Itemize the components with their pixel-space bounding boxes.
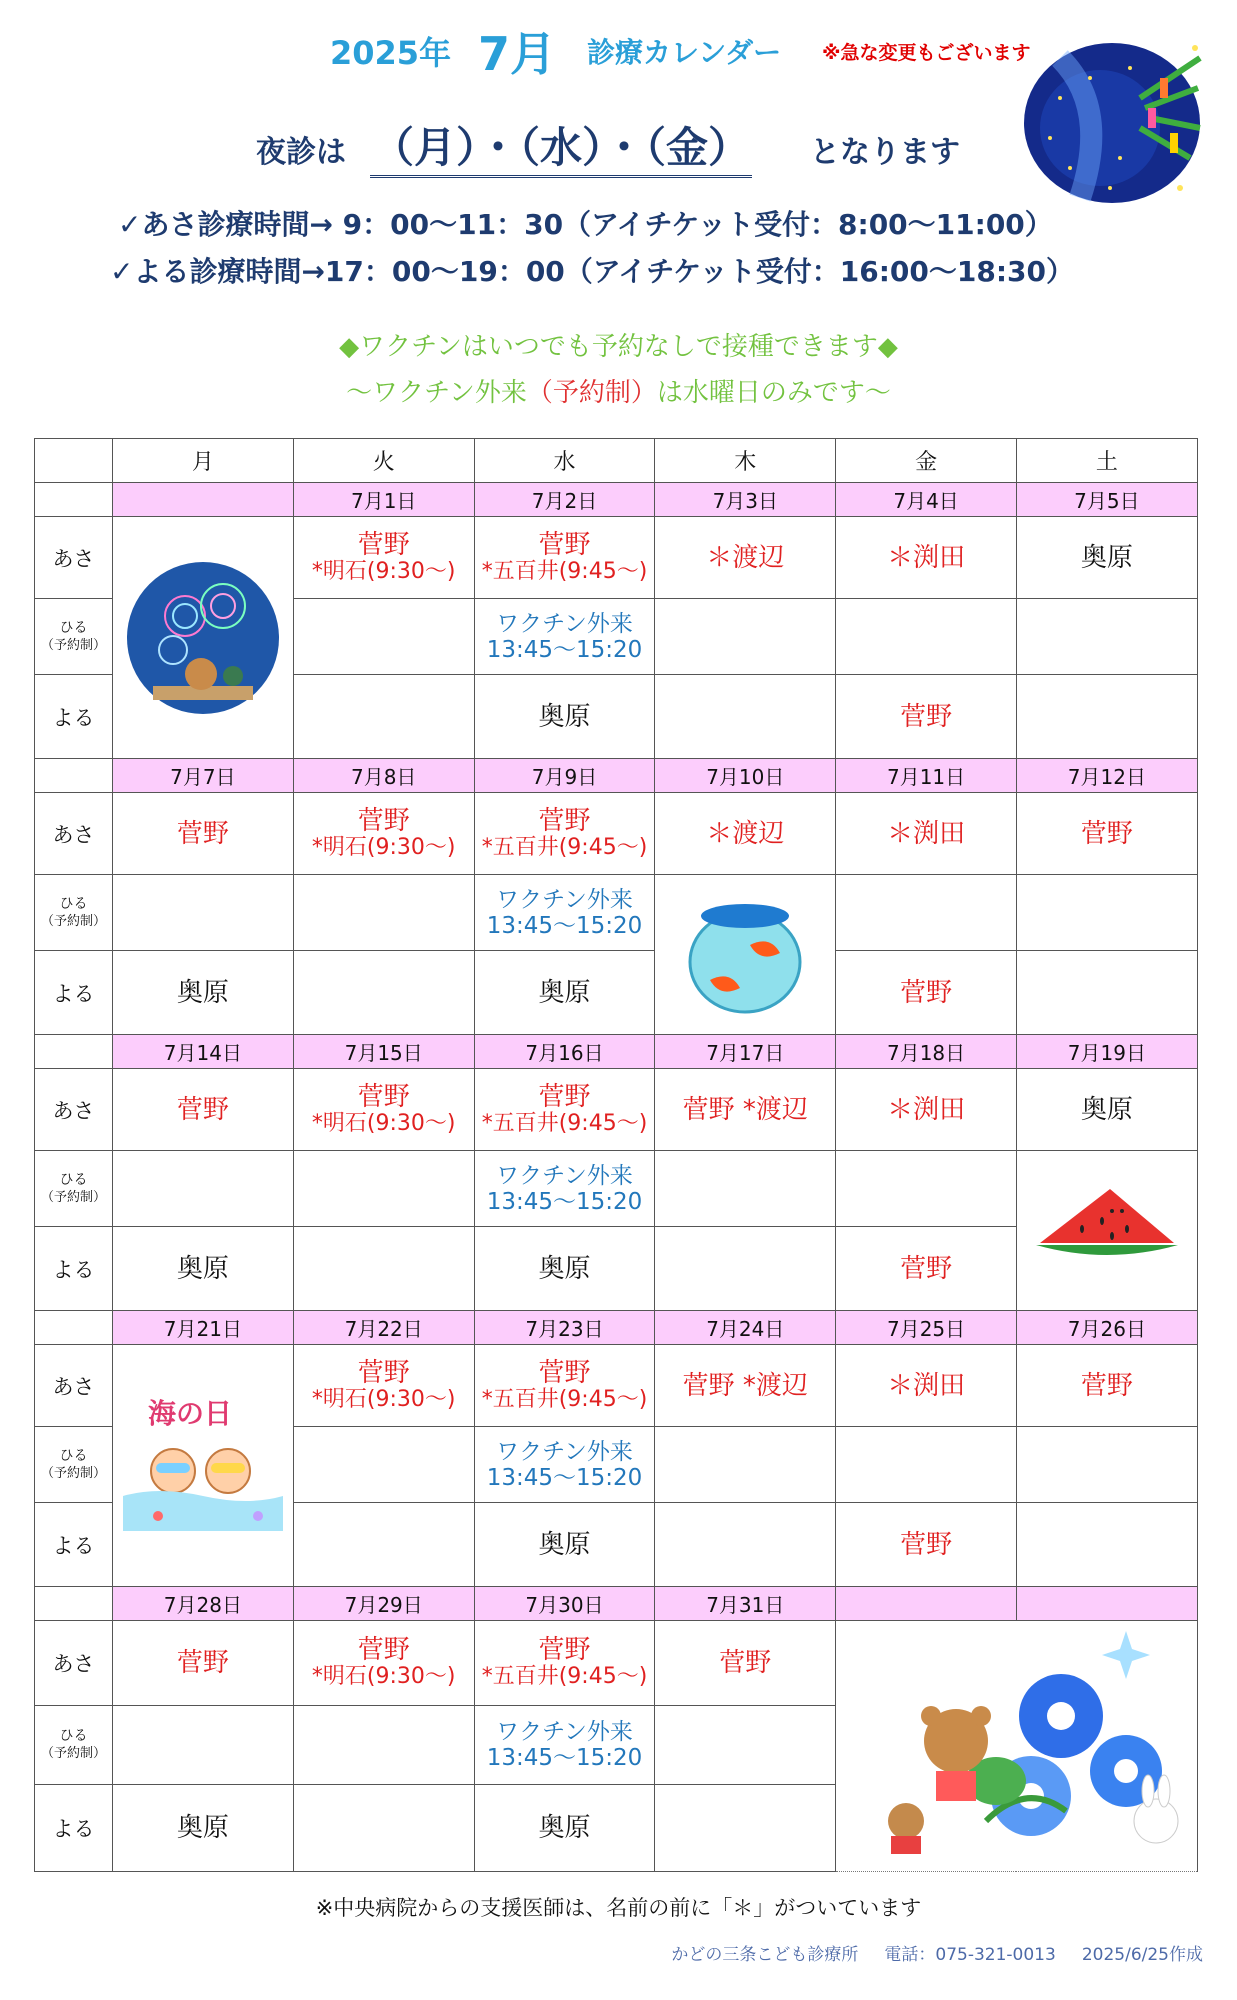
support-doctor: *明石(9:30～) bbox=[311, 1664, 456, 1690]
footer-note: ※中央病院からの支援医師は、名前の前に「＊」がついています bbox=[315, 1896, 922, 1920]
doctor-name: 奥原 bbox=[538, 977, 591, 1008]
schedule-cell bbox=[293, 599, 474, 675]
doctor-name: 菅野 *渡辺 bbox=[682, 1094, 808, 1125]
schedule-cell bbox=[1016, 599, 1197, 675]
date-row bbox=[35, 1311, 1198, 1345]
vaccine-clinic-time: 13:45～15:20 bbox=[486, 912, 643, 939]
vaccine-outpatient-note: ～ワクチン外来（予約制）は水曜日のみです～ bbox=[346, 378, 891, 408]
asa-label: あさ bbox=[35, 1345, 113, 1427]
date-cell: 7月23日 bbox=[474, 1311, 655, 1345]
schedule-cell bbox=[293, 1706, 474, 1785]
schedule-cell bbox=[655, 1706, 836, 1785]
doctor-name: 菅野 bbox=[900, 1529, 953, 1560]
schedule-cell bbox=[474, 1784, 655, 1871]
date-row bbox=[35, 1035, 1198, 1069]
doctor-name: 奥原 bbox=[538, 1253, 591, 1284]
morning-hours: ✓あさ診療時間→ 9：00～11：30（アイチケット受付：8:00～11:00） bbox=[118, 208, 1053, 241]
schedule-cell bbox=[474, 1151, 655, 1227]
yoru-label: よる bbox=[35, 951, 113, 1035]
support-doctor: *五百井(9:45～) bbox=[481, 834, 648, 860]
schedule-cell bbox=[1016, 1069, 1197, 1151]
schedule-cell bbox=[293, 1345, 474, 1427]
doctor-name: 奥原 bbox=[176, 977, 229, 1008]
date-cell: 7月14日 bbox=[113, 1035, 294, 1069]
vaccine-clinic-label: ワクチン外来 bbox=[496, 1718, 633, 1745]
schedule-cell bbox=[474, 875, 655, 951]
asa-row bbox=[35, 517, 1198, 599]
date-cell: 7月11日 bbox=[836, 759, 1017, 793]
date-cell: 7月21日 bbox=[113, 1311, 294, 1345]
schedule-cell bbox=[836, 1345, 1017, 1427]
date-cell: 7月18日 bbox=[836, 1035, 1017, 1069]
date-cell: 7月12日 bbox=[1016, 759, 1197, 793]
schedule-cell bbox=[655, 1151, 836, 1227]
schedule-cell bbox=[1016, 1427, 1197, 1503]
doctor-name: ＊渕田 bbox=[887, 1370, 966, 1401]
schedule-table bbox=[34, 438, 1198, 1872]
yoru-row bbox=[35, 951, 1198, 1035]
schedule-cell bbox=[113, 1069, 294, 1151]
date-cell: 7月22日 bbox=[293, 1311, 474, 1345]
vaccine-clinic-time: 13:45～15:20 bbox=[486, 1188, 643, 1215]
date-cell: 7月25日 bbox=[836, 1311, 1017, 1345]
doctor-name: 菅野 bbox=[357, 1357, 410, 1388]
doctor-name: 菅野 bbox=[176, 1094, 229, 1125]
support-doctor: *明石(9:30～) bbox=[311, 834, 456, 860]
yoru-label: よる bbox=[35, 1227, 113, 1311]
schedule-cell bbox=[293, 675, 474, 759]
night-pre: 夜診は bbox=[256, 135, 346, 170]
schedule-cell bbox=[655, 1503, 836, 1587]
vaccine-clinic-time: 13:45～15:20 bbox=[486, 1464, 643, 1491]
schedule-cell bbox=[1016, 951, 1197, 1035]
hiru-label: ひる （予約制） bbox=[35, 1706, 113, 1785]
schedule-cell bbox=[474, 1345, 655, 1427]
schedule-cell bbox=[655, 1345, 836, 1427]
schedule-cell bbox=[113, 1227, 294, 1311]
asa-row bbox=[35, 1621, 1198, 1706]
date-cell: 7月30日 bbox=[474, 1587, 655, 1621]
doctor-name: 奥原 bbox=[176, 1812, 229, 1843]
vaccine-clinic-label: ワクチン外来 bbox=[496, 1438, 633, 1465]
doctor-name: 菅野 bbox=[538, 529, 591, 560]
schedule-cell bbox=[474, 1069, 655, 1151]
clinic-phone: 電話：075-321-0013 bbox=[884, 1945, 1056, 1965]
hiru-label: ひる （予約制） bbox=[35, 1427, 113, 1503]
support-doctor: *五百井(9:45～) bbox=[481, 1110, 648, 1136]
schedule-cell bbox=[293, 1151, 474, 1227]
support-doctor: *五百井(9:45～) bbox=[481, 1386, 648, 1412]
morning-glory-animals-icon bbox=[836, 1621, 1198, 1872]
weekday-wed: 水 bbox=[474, 439, 655, 483]
doctor-name: 菅野 bbox=[357, 529, 410, 560]
night-post: となります bbox=[810, 135, 960, 170]
weekday-mon: 月 bbox=[113, 439, 294, 483]
doctor-name: 菅野 bbox=[900, 1253, 953, 1284]
date-cell: 7月1日 bbox=[293, 483, 474, 517]
schedule-cell bbox=[655, 675, 836, 759]
schedule-cell bbox=[474, 599, 655, 675]
date-cell: 7月16日 bbox=[474, 1035, 655, 1069]
hiru-row bbox=[35, 1151, 1198, 1227]
schedule-cell bbox=[474, 1706, 655, 1785]
schedule-cell bbox=[113, 1706, 294, 1785]
schedule-cell bbox=[1016, 793, 1197, 875]
header-year: 2025年 bbox=[330, 34, 452, 72]
doctor-name: 菅野 bbox=[538, 1357, 591, 1388]
schedule-cell bbox=[836, 875, 1017, 951]
weekday-header-row bbox=[35, 439, 1198, 483]
schedule-cell bbox=[293, 517, 474, 599]
support-doctor: *五百井(9:45～) bbox=[481, 1664, 648, 1690]
asa-label: あさ bbox=[35, 1621, 113, 1706]
doctor-name: 奥原 bbox=[1080, 542, 1133, 573]
schedule-cell bbox=[836, 675, 1017, 759]
night-days: （月）・（水）・（金） bbox=[370, 115, 752, 178]
vaccine-note: ◆ワクチンはいつでも予約なしで接種できます◆ bbox=[339, 332, 898, 362]
schedule-cell bbox=[293, 951, 474, 1035]
date-cell: 7月17日 bbox=[655, 1035, 836, 1069]
support-doctor: *明石(9:30～) bbox=[311, 1386, 456, 1412]
schedule-cell bbox=[293, 1069, 474, 1151]
schedule-cell bbox=[293, 1621, 474, 1706]
weekday-fri: 金 bbox=[836, 439, 1017, 483]
weekday-thu: 木 bbox=[655, 439, 836, 483]
schedule-cell bbox=[474, 1503, 655, 1587]
schedule-cell bbox=[655, 1427, 836, 1503]
doctor-name: 奥原 bbox=[538, 1812, 591, 1843]
doctor-name: ＊渡辺 bbox=[706, 818, 785, 849]
schedule-cell bbox=[655, 1069, 836, 1151]
doctor-name: 菅野 bbox=[538, 1081, 591, 1112]
created-date: 2025/6/25作成 bbox=[1081, 1945, 1203, 1965]
doctor-name: 奥原 bbox=[538, 1529, 591, 1560]
date-cell: 7月8日 bbox=[293, 759, 474, 793]
support-doctor: *明石(9:30～) bbox=[311, 1110, 456, 1136]
schedule-cell bbox=[474, 951, 655, 1035]
schedule-cell bbox=[293, 1227, 474, 1311]
date-cell: 7月2日 bbox=[474, 483, 655, 517]
doctor-name: 奥原 bbox=[1080, 1094, 1133, 1125]
header-notice: ※急な変更もございます bbox=[822, 42, 1031, 64]
doctor-name: 菅野 bbox=[357, 1081, 410, 1112]
fireworks-icon bbox=[113, 517, 294, 759]
schedule-cell bbox=[836, 1151, 1017, 1227]
vaccine-clinic-time: 13:45～15:20 bbox=[486, 636, 643, 663]
schedule-cell bbox=[836, 1069, 1017, 1151]
date-cell: 7月29日 bbox=[293, 1587, 474, 1621]
schedule-cell bbox=[474, 675, 655, 759]
yoru-label: よる bbox=[35, 1503, 113, 1587]
schedule-cell bbox=[655, 1621, 836, 1706]
hiru-row bbox=[35, 875, 1198, 951]
schedule-cell bbox=[113, 1621, 294, 1706]
vaccine-clinic-label: ワクチン外来 bbox=[496, 610, 633, 637]
clinic-name: かどの三条こども診療所 bbox=[671, 1945, 859, 1965]
vaccine-clinic-label: ワクチン外来 bbox=[496, 1162, 633, 1189]
vaccine-clinic-label: ワクチン外来 bbox=[496, 886, 633, 913]
doctor-name: ＊渕田 bbox=[887, 542, 966, 573]
schedule-cell bbox=[474, 517, 655, 599]
date-cell: 7月24日 bbox=[655, 1311, 836, 1345]
header-month: 7月 bbox=[478, 27, 557, 81]
date-cell bbox=[1016, 1587, 1197, 1621]
doctor-name: 菅野 bbox=[1080, 1370, 1133, 1401]
doctor-name: 菅野 bbox=[176, 818, 229, 849]
date-cell: 7月10日 bbox=[655, 759, 836, 793]
schedule-cell bbox=[836, 1227, 1017, 1311]
date-cell: 7月26日 bbox=[1016, 1311, 1197, 1345]
doctor-name: ＊渕田 bbox=[887, 1094, 966, 1125]
schedule-cell bbox=[474, 1427, 655, 1503]
doctor-name: 菅野 bbox=[900, 701, 953, 732]
schedule-cell bbox=[293, 1427, 474, 1503]
header-title: 診療カレンダー bbox=[587, 36, 782, 69]
date-cell bbox=[836, 1587, 1017, 1621]
asa-label: あさ bbox=[35, 1069, 113, 1151]
svg-text:海の日: 海の日 bbox=[147, 1396, 232, 1430]
goldfish-bowl-icon bbox=[655, 875, 836, 1035]
schedule-cell bbox=[113, 951, 294, 1035]
evening-hours: ✓よる診療時間→17：00～19：00（アイチケット受付：16:00～18:30） bbox=[110, 255, 1074, 288]
doctor-name: 菅野 bbox=[357, 805, 410, 836]
schedule-cell bbox=[1016, 517, 1197, 599]
doctor-name: 奥原 bbox=[176, 1253, 229, 1284]
doctor-name: 菅野 bbox=[538, 805, 591, 836]
date-cell: 7月7日 bbox=[113, 759, 294, 793]
doctor-name: ＊渕田 bbox=[887, 818, 966, 849]
schedule-cell bbox=[113, 875, 294, 951]
doctor-name: 奥原 bbox=[538, 701, 591, 732]
schedule-cell bbox=[655, 599, 836, 675]
doctor-name: 菅野 bbox=[176, 1648, 229, 1679]
schedule-cell bbox=[113, 793, 294, 875]
asa-row bbox=[35, 1069, 1198, 1151]
weekday-tue: 火 bbox=[293, 439, 474, 483]
schedule-cell bbox=[655, 1227, 836, 1311]
footer-info bbox=[645, 1940, 1203, 1965]
schedule-cell bbox=[836, 599, 1017, 675]
support-doctor: *五百井(9:45～) bbox=[481, 558, 648, 584]
schedule-cell bbox=[1016, 875, 1197, 951]
date-row bbox=[35, 759, 1198, 793]
schedule-cell bbox=[474, 793, 655, 875]
date-cell: 7月28日 bbox=[113, 1587, 294, 1621]
date-row bbox=[35, 483, 1198, 517]
schedule-cell bbox=[836, 1427, 1017, 1503]
schedule-cell bbox=[655, 793, 836, 875]
schedule-cell bbox=[655, 1784, 836, 1871]
schedule-cell bbox=[113, 1784, 294, 1871]
schedule-cell bbox=[836, 517, 1017, 599]
schedule-cell bbox=[293, 793, 474, 875]
doctor-name: 菅野 bbox=[719, 1648, 772, 1679]
doctor-name: ＊渡辺 bbox=[706, 542, 785, 573]
yoru-label: よる bbox=[35, 675, 113, 759]
doctor-name: 菅野 bbox=[1080, 818, 1133, 849]
date-cell: 7月5日 bbox=[1016, 483, 1197, 517]
date-row bbox=[35, 1587, 1198, 1621]
date-cell: 7月3日 bbox=[655, 483, 836, 517]
umi-no-hi-icon bbox=[113, 1345, 294, 1587]
schedule-cell bbox=[1016, 675, 1197, 759]
asa-label: あさ bbox=[35, 793, 113, 875]
hiru-label: ひる （予約制） bbox=[35, 599, 113, 675]
doctor-name: 菅野 *渡辺 bbox=[682, 1370, 808, 1401]
schedule-cell bbox=[836, 951, 1017, 1035]
date-cell: 7月15日 bbox=[293, 1035, 474, 1069]
doctor-name: 菅野 bbox=[357, 1635, 410, 1666]
doctor-name: 菅野 bbox=[538, 1635, 591, 1666]
support-doctor: *明石(9:30～) bbox=[311, 558, 456, 584]
doctor-name: 菅野 bbox=[900, 977, 953, 1008]
date-cell bbox=[113, 483, 294, 517]
hiru-label: ひる （予約制） bbox=[35, 875, 113, 951]
schedule-cell bbox=[113, 1151, 294, 1227]
vaccine-clinic-time: 13:45～15:20 bbox=[486, 1744, 643, 1771]
schedule-cell bbox=[836, 1503, 1017, 1587]
schedule-cell bbox=[474, 1621, 655, 1706]
night-clinic-line bbox=[0, 115, 1237, 171]
asa-row bbox=[35, 1345, 1198, 1427]
asa-label: あさ bbox=[35, 517, 113, 599]
schedule-cell bbox=[293, 1503, 474, 1587]
schedule-cell bbox=[293, 875, 474, 951]
schedule-cell bbox=[1016, 1345, 1197, 1427]
schedule-cell bbox=[836, 793, 1017, 875]
schedule-cell bbox=[474, 1227, 655, 1311]
weekday-sat: 土 bbox=[1016, 439, 1197, 483]
date-cell: 7月4日 bbox=[836, 483, 1017, 517]
date-cell: 7月19日 bbox=[1016, 1035, 1197, 1069]
yoru-label: よる bbox=[35, 1784, 113, 1871]
date-cell: 7月31日 bbox=[655, 1587, 836, 1621]
schedule-cell bbox=[293, 1784, 474, 1871]
schedule-cell bbox=[1016, 1503, 1197, 1587]
date-cell: 7月9日 bbox=[474, 759, 655, 793]
asa-row bbox=[35, 793, 1198, 875]
hiru-label: ひる （予約制） bbox=[35, 1151, 113, 1227]
watermelon-icon bbox=[1016, 1151, 1197, 1311]
schedule-cell bbox=[655, 517, 836, 599]
